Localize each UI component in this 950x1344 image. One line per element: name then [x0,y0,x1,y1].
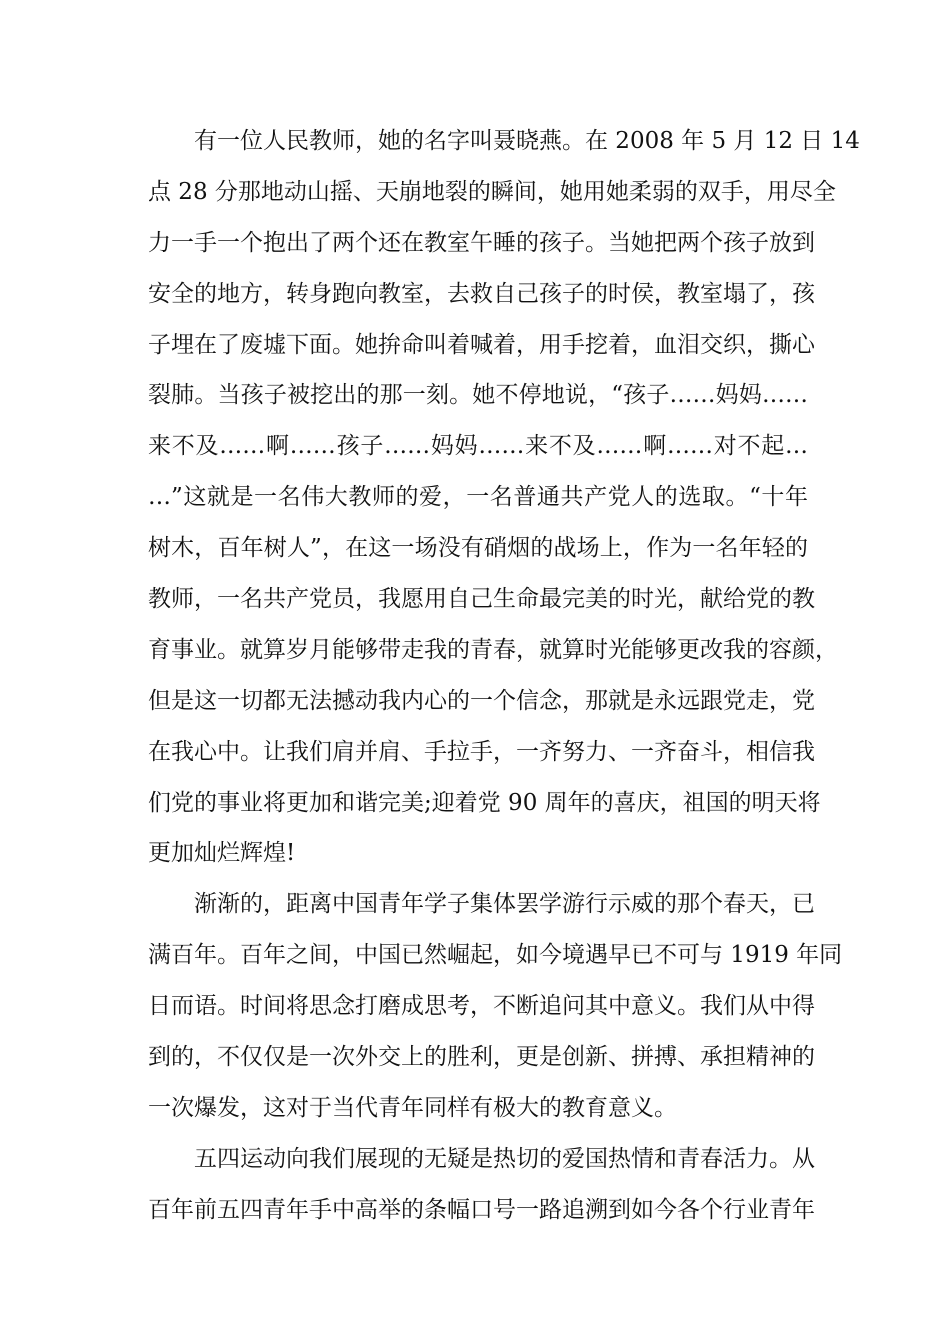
text-line: 来不及……啊……孩子……妈妈……来不及……啊……对不起… [148,433,808,460]
text-line: 百年前五四青年手中高举的条幅口号一路追溯到如今各个行业青年 [148,1196,815,1223]
text-line: 子埋在了废墟下面。她拚命叫着喊着，用手挖着，血泪交织，撕心 [148,331,815,358]
text-line: 在我心中。让我们肩并肩、手拉手，一齐努力、一齐奋斗，相信我 [148,738,815,765]
text-line: …”这就是一名伟大教师的爱，一名普通共产党人的选取。“十年 [148,484,808,511]
text-line: 五四运动向我们展现的无疑是热切的爱国热情和青春活力。从 [194,1145,815,1172]
text-line: 日而语。时间将思念打磨成思考，不断追问其中意义。我们从中得 [148,993,815,1020]
text-line: 们党的事业将更加和谐完美;迎着党 90 周年的喜庆，祖国的明天将 [148,789,821,816]
paragraph-2 [148,879,843,1133]
text-line: 教师，一名共产党员，我愿用自己生命最完美的时光，献给党的教 [148,586,815,613]
text-line: 但是这一切都无法撼动我内心的一个信念，那就是永远跟党走，党 [148,687,815,714]
document-body [148,116,860,1236]
text-line: 裂肺。当孩子被挖出的那一刻。她不停地说，“孩子……妈妈…… [148,382,808,409]
text-line: 有一位人民教师，她的名字叫聂晓燕。在 2008 年 5 月 12 日 14 [194,128,860,154]
text-line: 点 28 分那地动山摇、天崩地裂的瞬间，她用她柔弱的双手，用尽全 [148,178,836,205]
text-line: 满百年。百年之间，中国已然崛起，如今境遇早已不可与 1919 年同 [148,942,843,969]
text-line: 到的，不仅仅是一次外交上的胜利，更是创新、拼搏、承担精神的 [148,1044,815,1071]
paragraph-3 [148,1134,815,1236]
text-line: 力一手一个抱出了两个还在教室午睡的孩子。当她把两个孩子放到 [148,229,815,256]
text-line: 更加灿烂辉煌! [148,840,296,867]
text-line: 一次爆发，这对于当代青年同样有极大的教育意义。 [148,1094,677,1121]
text-line: 渐渐的，距离中国青年学子集体罢学游行示威的那个春天，已 [194,891,815,918]
text-line: 育事业。就算岁月能够带走我的青春，就算时光能够更改我的容颜， [148,636,838,663]
text-line: 树木，百年树人”，在这一场没有硝烟的战场上，作为一名年轻的 [148,535,808,562]
paragraph-1 [148,116,860,879]
text-line: 安全的地方，转身跑向教室，去救自己孩子的时侯，教室塌了，孩 [148,280,815,307]
